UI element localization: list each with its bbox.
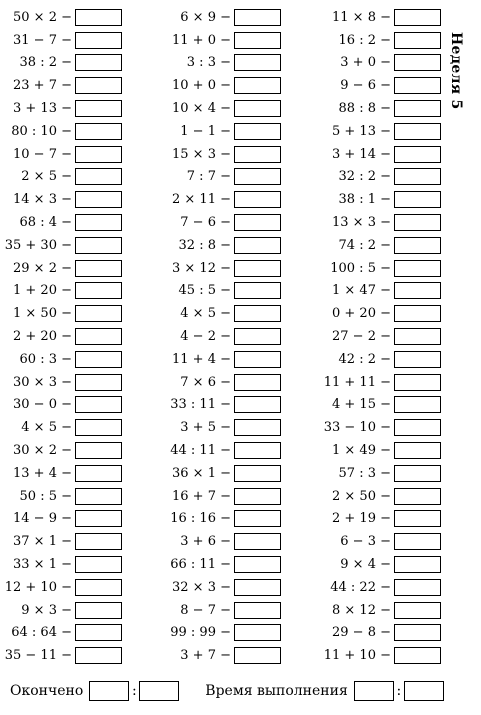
problem-row [0, 143, 122, 166]
answer-box[interactable] [75, 282, 122, 299]
problem-expression: 10 − 7 − [13, 146, 72, 162]
problem-row [0, 439, 122, 462]
problem-row [320, 166, 441, 189]
problem-expression: 33 × 1 − [13, 557, 72, 573]
problem-expression: 13 + 4 − [13, 465, 72, 481]
problem-row [0, 166, 122, 189]
problem-expression: 38 : 1 − [338, 192, 391, 208]
problem-row [320, 576, 441, 599]
problem-row [320, 599, 441, 622]
problem-expression: 2 × 11 − [172, 192, 231, 208]
problem-row [0, 188, 122, 211]
problem-row [0, 553, 122, 576]
problem-row [160, 462, 281, 485]
problem-expression: 74 : 2 − [338, 237, 391, 253]
answer-box[interactable] [234, 442, 281, 459]
time-label: Время выполнения [205, 683, 348, 699]
problem-expression: 16 : 2 − [338, 32, 391, 48]
answer-box[interactable] [394, 237, 441, 254]
problem-row [0, 508, 122, 531]
answer-box[interactable] [394, 146, 441, 163]
problem-column-1 [0, 6, 122, 667]
problem-row [160, 29, 281, 52]
answer-box[interactable] [394, 260, 441, 277]
finished-minutes-box[interactable] [139, 681, 179, 701]
problem-row [160, 302, 281, 325]
footer [10, 680, 481, 702]
problem-expression: 11 × 8 − [332, 9, 391, 25]
problem-expression: 10 + 0 − [172, 78, 231, 94]
time-separator: : [396, 683, 402, 699]
problem-expression: 30 − 0 − [13, 397, 72, 413]
answer-box[interactable] [75, 77, 122, 94]
problem-row [160, 280, 281, 303]
problem-expression: 45 : 5 − [178, 283, 231, 299]
problem-row [160, 97, 281, 120]
problem-row [320, 644, 441, 667]
problem-row [160, 508, 281, 531]
answer-box[interactable] [234, 328, 281, 345]
problem-expression: 6 − 3 − [340, 534, 391, 550]
problem-row [320, 508, 441, 531]
answer-box[interactable] [75, 9, 122, 26]
problem-row [160, 485, 281, 508]
problem-row [320, 485, 441, 508]
problem-expression: 9 − 6 − [340, 78, 391, 94]
answer-box[interactable] [75, 351, 122, 368]
problem-expression: 50 × 2 − [13, 9, 72, 25]
problem-row [320, 74, 441, 97]
problem-row [0, 74, 122, 97]
answer-box[interactable] [394, 123, 441, 140]
answer-box[interactable] [75, 260, 122, 277]
problem-expression: 16 : 16 − [170, 511, 231, 527]
problem-expression: 11 + 0 − [172, 32, 231, 48]
problem-expression: 31 − 7 − [13, 32, 72, 48]
problem-expression: 32 : 8 − [178, 237, 231, 253]
answer-box[interactable] [234, 533, 281, 550]
problem-expression: 9 × 4 − [340, 557, 391, 573]
problem-row [160, 371, 281, 394]
problem-row [160, 120, 281, 143]
problem-expression: 88 : 8 − [338, 101, 391, 117]
problem-expression: 3 + 5 − [180, 420, 231, 436]
answer-box[interactable] [234, 168, 281, 185]
problem-expression: 15 × 3 − [172, 146, 231, 162]
answer-box[interactable] [394, 214, 441, 231]
answer-box[interactable] [394, 100, 441, 117]
problem-row [160, 644, 281, 667]
problem-expression: 16 + 7 − [172, 488, 231, 504]
finished-label: Окончено [10, 683, 84, 699]
answer-box[interactable] [234, 214, 281, 231]
problem-row [160, 553, 281, 576]
problem-expression: 3 + 7 − [180, 648, 231, 664]
problem-expression: 3 + 13 − [13, 101, 72, 117]
problem-row [0, 394, 122, 417]
problem-expression: 7 − 6 − [180, 215, 231, 231]
answer-box[interactable] [394, 419, 441, 436]
problem-row [160, 325, 281, 348]
answer-box[interactable] [234, 579, 281, 596]
problem-expression: 1 × 50 − [13, 306, 72, 322]
answer-box[interactable] [75, 396, 122, 413]
problem-row [160, 257, 281, 280]
answer-box[interactable] [75, 602, 122, 619]
problem-expression: 68 : 4 − [19, 215, 72, 231]
problem-row [320, 371, 441, 394]
answer-box[interactable] [234, 510, 281, 527]
problem-row [160, 576, 281, 599]
answer-box[interactable] [234, 9, 281, 26]
problem-expression: 29 − 8 − [332, 625, 391, 641]
answer-box[interactable] [394, 624, 441, 641]
answer-box[interactable] [75, 510, 122, 527]
problem-row [320, 622, 441, 645]
time-minutes-box[interactable] [354, 681, 394, 701]
problem-row [320, 52, 441, 75]
problem-row [160, 394, 281, 417]
problem-column-3 [320, 6, 441, 667]
problem-expression: 11 + 10 − [323, 648, 391, 664]
answer-box[interactable] [75, 465, 122, 482]
problem-row [320, 280, 441, 303]
answer-box[interactable] [234, 32, 281, 49]
answer-box[interactable] [75, 32, 122, 49]
problem-row [0, 599, 122, 622]
answer-box[interactable] [75, 624, 122, 641]
problem-expression: 80 : 10 − [11, 123, 72, 139]
problem-row [0, 622, 122, 645]
problem-expression: 64 : 64 − [11, 625, 72, 641]
problem-expression: 1 × 49 − [332, 443, 391, 459]
problem-expression: 3 × 12 − [172, 260, 231, 276]
answer-box[interactable] [394, 9, 441, 26]
answer-box[interactable] [394, 54, 441, 71]
problem-expression: 1 − 1 − [180, 123, 231, 139]
answer-box[interactable] [75, 533, 122, 550]
problem-row [320, 188, 441, 211]
answer-box[interactable] [394, 533, 441, 550]
problem-expression: 11 + 11 − [323, 374, 391, 390]
problem-row [320, 97, 441, 120]
problem-expression: 4 × 5 − [180, 306, 231, 322]
problem-expression: 6 × 9 − [180, 9, 231, 25]
problem-expression: 35 − 11 − [4, 648, 72, 664]
answer-box[interactable] [75, 123, 122, 140]
problem-row [0, 29, 122, 52]
problem-expression: 7 × 6 − [180, 374, 231, 390]
problem-row [0, 325, 122, 348]
answer-box[interactable] [75, 374, 122, 391]
answer-box[interactable] [394, 32, 441, 49]
problem-row [320, 325, 441, 348]
problem-expression: 99 : 99 − [170, 625, 231, 641]
problem-row [320, 234, 441, 257]
answer-box[interactable] [394, 191, 441, 208]
problem-row [0, 530, 122, 553]
answer-box[interactable] [394, 305, 441, 322]
answer-box[interactable] [394, 396, 441, 413]
problem-expression: 12 + 10 − [4, 579, 72, 595]
answer-box[interactable] [75, 488, 122, 505]
problem-expression: 10 × 4 − [172, 101, 231, 117]
answer-box[interactable] [394, 328, 441, 345]
answer-box[interactable] [75, 214, 122, 231]
problem-row [160, 166, 281, 189]
answer-box[interactable] [394, 510, 441, 527]
answer-box[interactable] [234, 351, 281, 368]
answer-box[interactable] [234, 396, 281, 413]
problem-row [320, 120, 441, 143]
problem-expression: 4 × 5 − [21, 420, 72, 436]
answer-box[interactable] [234, 374, 281, 391]
finished-separator: : [131, 683, 137, 699]
answer-box[interactable] [75, 191, 122, 208]
problem-expression: 1 × 47 − [332, 283, 391, 299]
problem-row [320, 553, 441, 576]
answer-box[interactable] [234, 54, 281, 71]
answer-box[interactable] [75, 168, 122, 185]
problem-row [0, 462, 122, 485]
problem-expression: 2 × 5 − [21, 169, 72, 185]
problem-expression: 100 : 5 − [330, 260, 391, 276]
answer-box[interactable] [234, 488, 281, 505]
problem-row [160, 52, 281, 75]
problem-expression: 29 × 2 − [13, 260, 72, 276]
problem-expression: 14 − 9 − [13, 511, 72, 527]
problem-expression: 5 + 13 − [332, 123, 391, 139]
answer-box[interactable] [234, 602, 281, 619]
problem-row [320, 462, 441, 485]
answer-box[interactable] [394, 556, 441, 573]
problem-row [0, 6, 122, 29]
answer-box[interactable] [234, 146, 281, 163]
problem-expression: 50 : 5 − [19, 488, 72, 504]
answer-box[interactable] [75, 146, 122, 163]
answer-box[interactable] [394, 647, 441, 664]
answer-box[interactable] [75, 647, 122, 664]
problem-row [0, 211, 122, 234]
problem-expression: 8 − 7 − [180, 602, 231, 618]
problem-expression: 42 : 2 − [338, 351, 391, 367]
problem-row [0, 257, 122, 280]
answer-box[interactable] [394, 282, 441, 299]
answer-box[interactable] [234, 647, 281, 664]
problem-row [320, 394, 441, 417]
answer-box[interactable] [234, 260, 281, 277]
problem-row [160, 439, 281, 462]
problem-expression: 37 × 1 − [13, 534, 72, 550]
answer-box[interactable] [234, 77, 281, 94]
problem-row [160, 622, 281, 645]
answer-box[interactable] [234, 237, 281, 254]
problem-row [320, 348, 441, 371]
problem-row [0, 97, 122, 120]
problem-column-2 [160, 6, 281, 667]
problem-row [320, 439, 441, 462]
problem-expression: 7 : 7 − [186, 169, 231, 185]
answer-box[interactable] [394, 602, 441, 619]
problem-expression: 44 : 11 − [170, 443, 231, 459]
problem-expression: 3 + 14 − [332, 146, 391, 162]
problem-expression: 3 : 3 − [186, 55, 231, 71]
problem-expression: 30 × 3 − [13, 374, 72, 390]
problem-expression: 3 + 0 − [340, 55, 391, 71]
problem-row [0, 280, 122, 303]
problem-expression: 60 : 3 − [19, 351, 72, 367]
problem-row [0, 371, 122, 394]
problem-row [320, 530, 441, 553]
answer-box[interactable] [234, 191, 281, 208]
answer-box[interactable] [75, 556, 122, 573]
problem-row [160, 6, 281, 29]
answer-box[interactable] [234, 419, 281, 436]
problem-row [320, 302, 441, 325]
answer-box[interactable] [75, 100, 122, 117]
problem-expression: 4 − 2 − [180, 329, 231, 345]
week-title: Неделя 5 [448, 32, 464, 110]
problem-expression: 2 × 50 − [332, 488, 391, 504]
answer-box[interactable] [75, 579, 122, 596]
problem-expression: 9 × 3 − [21, 602, 72, 618]
problem-row [320, 257, 441, 280]
answer-box[interactable] [75, 237, 122, 254]
problem-expression: 36 × 1 − [172, 465, 231, 481]
problem-expression: 66 : 11 − [170, 557, 231, 573]
problem-row [320, 416, 441, 439]
problem-expression: 33 : 11 − [170, 397, 231, 413]
problem-expression: 30 × 2 − [13, 443, 72, 459]
answer-box[interactable] [394, 488, 441, 505]
answer-box[interactable] [394, 351, 441, 368]
answer-box[interactable] [75, 328, 122, 345]
problem-expression: 8 × 12 − [332, 602, 391, 618]
problem-row [160, 188, 281, 211]
answer-box[interactable] [234, 556, 281, 573]
answer-box[interactable] [394, 168, 441, 185]
problem-row [320, 6, 441, 29]
problem-expression: 2 + 20 − [13, 329, 72, 345]
problem-row [160, 143, 281, 166]
problem-expression: 27 − 2 − [332, 329, 391, 345]
problem-row [160, 74, 281, 97]
problem-expression: 3 + 6 − [180, 534, 231, 550]
answer-box[interactable] [75, 54, 122, 71]
problem-expression: 38 : 2 − [19, 55, 72, 71]
problem-expression: 1 + 20 − [13, 283, 72, 299]
problem-row [0, 52, 122, 75]
problem-row [0, 234, 122, 257]
answer-box[interactable] [75, 419, 122, 436]
problem-row [0, 576, 122, 599]
finished-hours-box[interactable] [89, 681, 129, 701]
answer-box[interactable] [394, 77, 441, 94]
problem-expression: 35 + 30 − [4, 237, 72, 253]
answer-box[interactable] [234, 465, 281, 482]
problem-expression: 23 + 7 − [13, 78, 72, 94]
problem-expression: 32 × 3 − [172, 579, 231, 595]
problem-expression: 13 × 3 − [332, 215, 391, 231]
problem-row [160, 348, 281, 371]
time-seconds-box[interactable] [404, 681, 444, 701]
problem-expression: 2 + 19 − [332, 511, 391, 527]
problem-row [0, 416, 122, 439]
problem-expression: 57 : 3 − [338, 465, 391, 481]
problem-row [160, 599, 281, 622]
problem-expression: 4 + 15 − [332, 397, 391, 413]
problem-expression: 33 − 10 − [323, 420, 391, 436]
answer-box[interactable] [234, 282, 281, 299]
problem-row [0, 348, 122, 371]
problem-row [160, 530, 281, 553]
problem-row [0, 120, 122, 143]
answer-box[interactable] [394, 465, 441, 482]
problem-row [0, 485, 122, 508]
answer-box[interactable] [234, 100, 281, 117]
problem-row [320, 211, 441, 234]
answer-box[interactable] [394, 442, 441, 459]
problem-expression: 32 : 2 − [338, 169, 391, 185]
problem-row [320, 143, 441, 166]
answer-box[interactable] [234, 123, 281, 140]
answer-box[interactable] [75, 305, 122, 322]
problem-row [320, 29, 441, 52]
problem-expression: 14 × 3 − [13, 192, 72, 208]
answer-box[interactable] [75, 442, 122, 459]
answer-box[interactable] [234, 305, 281, 322]
problem-expression: 44 : 22 − [330, 579, 391, 595]
answer-box[interactable] [234, 624, 281, 641]
answer-box[interactable] [394, 579, 441, 596]
problem-row [160, 416, 281, 439]
problem-row [160, 234, 281, 257]
problem-row [0, 644, 122, 667]
problem-expression: 0 + 20 − [332, 306, 391, 322]
problem-expression: 11 + 4 − [172, 351, 231, 367]
problem-row [0, 302, 122, 325]
answer-box[interactable] [394, 374, 441, 391]
problem-row [160, 211, 281, 234]
